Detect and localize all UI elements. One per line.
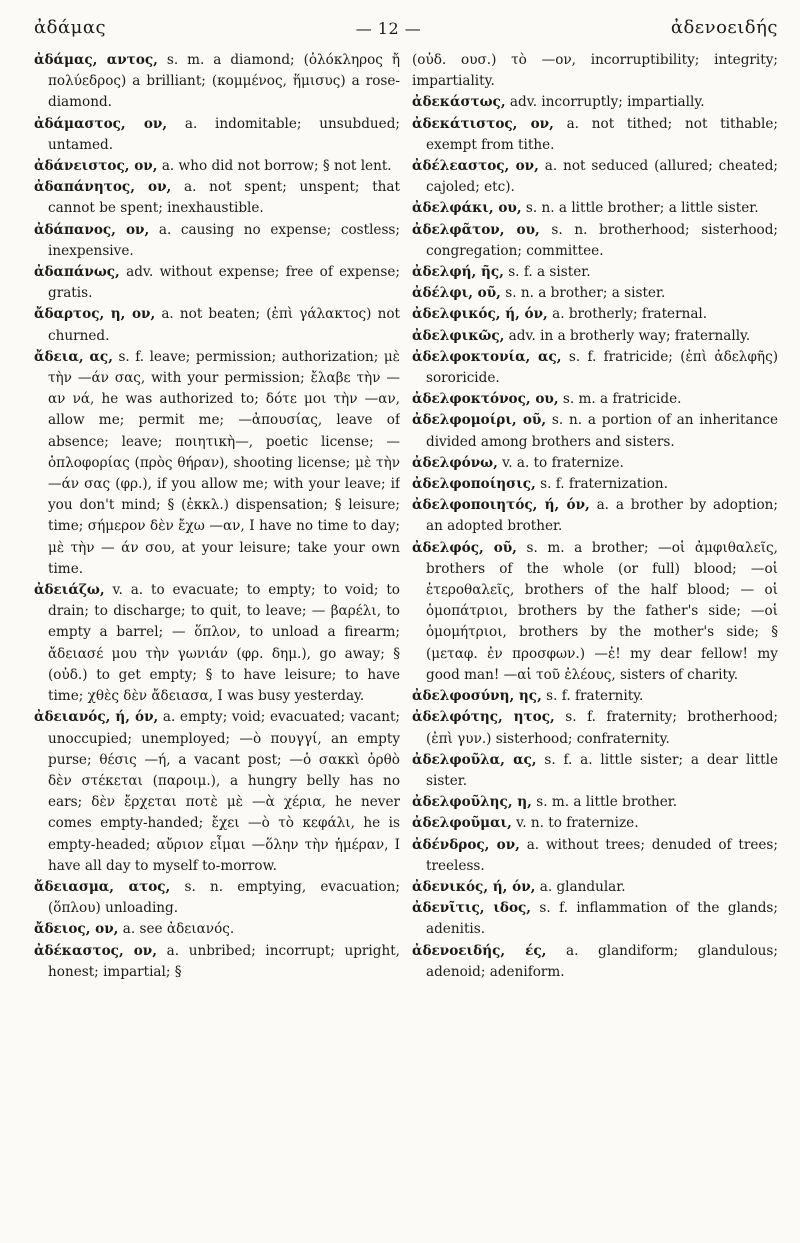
entry-headword: ἀδενοειδής, ές, bbox=[412, 942, 547, 959]
entry-headword: ἄδεια, ας, bbox=[34, 348, 113, 365]
entry-headword: ἀδαπάνητος, ον, bbox=[34, 179, 172, 196]
dictionary-entry bbox=[412, 410, 778, 452]
entry-definition: a. causing no expense; costless; inexpensive. bbox=[48, 221, 400, 259]
entry-headword: ἀδεκάτιστος, ον, bbox=[412, 115, 554, 132]
entry-definition: a. unbribed; incorrupt; upright, honest; impartial; § bbox=[48, 942, 400, 980]
dictionary-entry bbox=[412, 707, 778, 749]
dictionary-entry bbox=[412, 877, 778, 898]
entry-headword: ἀδελφοποίησις, bbox=[412, 476, 536, 493]
entry-definition: s. m. a brother; —οἱ ἀμφιθαλεῖς, brothers of the whole (or full) blood; —οἱ ἑτεροθαλεῖς, brothers of the half blood; — οἱ ὁμοπάτριοι, brothers by the father's side; —οἱ ὁμομήτριοι, brothers by the mother's side; § (μεταφ. ἐν προσφων.) —ἐ! my dear fellow! my good man! —αἱ τοῦ ἐλέους, sisters of charity. bbox=[426, 539, 778, 683]
header-left-guideword: ἀδάμας bbox=[34, 17, 107, 38]
entry-headword: ἄδειος, ον, bbox=[34, 921, 119, 938]
entry-definition: a. not beaten; (ἐπὶ γάλακτος) not churned. bbox=[48, 306, 400, 344]
entry-definition: s. n. brotherhood; sisterhood; congregation; committee. bbox=[426, 221, 778, 259]
entry-headword: ἀδελφοῦλα, ας, bbox=[412, 751, 537, 768]
dictionary-entry bbox=[412, 538, 778, 686]
entry-headword: ἀδέλεαστος, ον, bbox=[412, 158, 539, 175]
entry-headword: ἀδελφοκτόνος, ου, bbox=[412, 391, 559, 408]
entry-definition: s. f. a. little sister; a dear little sister. bbox=[426, 751, 778, 789]
entry-definition: s. f. fratricide; (ἐπὶ ἀδελφῆς) sororicide. bbox=[426, 348, 778, 387]
entry-headword: ἀδελφή, ῆς, bbox=[412, 264, 504, 281]
entry-headword: ἀδελφότης, ητος, bbox=[412, 709, 555, 726]
entry-definition: a. not seduced (allured; cheated; cajoled; etc). bbox=[426, 158, 778, 196]
entry-headword: ἀδελφάκι, ου, bbox=[412, 200, 522, 217]
dictionary-entry bbox=[34, 304, 400, 346]
entry-definition: s. n. emptying, evacuation; (ὅπλου) unloading. bbox=[48, 878, 400, 917]
entry-headword: ἄδειασμα, ατος, bbox=[34, 878, 171, 895]
entry-headword: ἄδαρτος, η, ον, bbox=[34, 306, 156, 323]
entry-definition: a. glandular. bbox=[539, 878, 626, 895]
dictionary-entry bbox=[412, 156, 778, 198]
entry-definition: a. not spent; unspent; that cannot be spent; inexhaustible. bbox=[48, 179, 400, 217]
entry-definition: v. a. to evacuate; to empty; to void; to drain; to discharge; to quit, to leave; — βαρέλι, to empty a barrel; — ὅπλον, to unload a firearm; ἄδειασέ μου τὴν γωνιάν (φρ. δημ.), go away; § (οὐδ.) to get empty; § to have leisure; to have time; χθὲς δὲν ἄδειασα, I was busy yesterday. bbox=[48, 582, 400, 705]
dictionary-entry bbox=[412, 220, 778, 262]
entry-definition: a. without trees; denuded of trees; treeless. bbox=[426, 836, 778, 874]
entry-definition: s. f. fraternization. bbox=[540, 476, 668, 493]
entry-headword: ἀδελφοῦμαι, bbox=[412, 815, 512, 832]
dictionary-entry bbox=[412, 304, 778, 325]
dictionary-entry bbox=[412, 813, 778, 834]
entry-headword: ἀδένδρος, ον, bbox=[412, 836, 520, 853]
dictionary-entry bbox=[412, 283, 778, 304]
entry-headword: ἀδελφοποιητός, ή, όν, bbox=[412, 497, 590, 514]
dictionary-entry bbox=[412, 750, 778, 792]
entry-definition: a. brotherly; fraternal. bbox=[552, 306, 708, 323]
dictionary-entry bbox=[412, 495, 778, 537]
dictionary-entry bbox=[412, 347, 778, 389]
dictionary-entry bbox=[34, 177, 400, 219]
dictionary-entry bbox=[412, 50, 778, 92]
entry-definition: a. glandiform; glandulous; adenoid; adeniform. bbox=[426, 942, 778, 980]
entry-headword: ἀδέλφι, οῦ, bbox=[412, 285, 501, 302]
entry-definition: s. n. a little brother; a little sister. bbox=[525, 200, 759, 217]
page-number: — 12 — bbox=[355, 19, 422, 38]
dictionary-entry bbox=[412, 792, 778, 813]
entry-headword: ἀδελφόνω, bbox=[412, 454, 498, 471]
entry-headword: ἀδειάζω, bbox=[34, 582, 105, 599]
entry-definition: a. a brother by adoption; an adopted brother. bbox=[426, 497, 778, 535]
header-right-guideword: ἀδενοειδής bbox=[670, 17, 778, 38]
entry-definition: a. who did not borrow; § not lent. bbox=[161, 158, 392, 175]
entry-definition: s. f. a sister. bbox=[508, 264, 591, 281]
entry-headword: ἀδάνειστος, ον, bbox=[34, 158, 158, 175]
left-column bbox=[34, 50, 400, 1233]
dictionary-entry bbox=[412, 941, 778, 983]
entry-definition: s. f. leave; permission; authorization; μὲ τὴν —άν σας, with your permission; ἔλαβε τὴν —αν νά, he was authorized to; δότε μοι τὴν —αν, allow me; permit me; —ἀπουσίας, leave of absence; leave; ποιητικὴ—, poetic license; — ὁπλοφορίας (πρὸς θήραν), shooting license; μὲ τὴν —άν σας (φρ.), if you allow me; with your leave; if you don't mind; § (ἐκκλ.) dispensation; § leisure; time; σήμερον δὲν ἔχω —αν, I have no time to day; μὲ τὴν — άν σου, at your leisure; take your own time. bbox=[48, 348, 400, 577]
entry-definition: s. m. a diamond; (ὁλόκληρος ἤ πολύεδρος) a brilliant; (κομμένος, ἥμισυς) a rose-diamond. bbox=[48, 52, 400, 111]
dictionary-entry bbox=[412, 92, 778, 113]
dictionary-entry bbox=[412, 326, 778, 347]
entry-definition: v. n. to fraternize. bbox=[516, 815, 639, 832]
dictionary-entry bbox=[34, 156, 400, 177]
entry-headword: ἀδάμαστος, ον, bbox=[34, 115, 168, 132]
entry-headword: ἀδενῖτις, ιδος, bbox=[412, 900, 532, 917]
dictionary-entry bbox=[412, 898, 778, 940]
entry-definition: s. f. fraternity. bbox=[546, 688, 644, 705]
dictionary-entry bbox=[34, 877, 400, 919]
entry-definition: s. f. inflammation of the glands; adenitis. bbox=[426, 900, 778, 938]
dictionary-entry bbox=[34, 347, 400, 580]
entry-headword: ἀδελφᾶτον, ου, bbox=[412, 221, 540, 238]
dictionary-entry bbox=[34, 580, 400, 707]
entry-headword: ἀδάπανος, ον, bbox=[34, 221, 150, 238]
entry-definition: s. m. a fratricide. bbox=[562, 391, 682, 408]
dictionary-entry bbox=[34, 114, 400, 156]
entry-definition: a. see ἀδειανός. bbox=[122, 921, 235, 938]
entry-definition: s. n. a portion of an inheritance divided among brothers and sisters. bbox=[426, 412, 778, 450]
entry-headword: ἀδενικός, ή, όν, bbox=[412, 878, 536, 895]
entry-headword: ἀδέκαστος, ον, bbox=[34, 942, 157, 959]
entry-definition: (οὐδ. ουσ.) τὸ —ον, incorruptibility; integrity; impartiality. bbox=[412, 52, 778, 90]
dictionary-entry bbox=[34, 941, 400, 983]
entry-columns bbox=[34, 50, 778, 1233]
entry-headword: ἀδελφομοίρι, οῦ, bbox=[412, 412, 547, 429]
dictionary-entry bbox=[34, 919, 400, 940]
dictionary-entry bbox=[412, 686, 778, 707]
entry-headword: ἀδελφοσύνη, ης, bbox=[412, 688, 542, 705]
dictionary-entry bbox=[412, 114, 778, 156]
dictionary-entry bbox=[34, 50, 400, 114]
dictionary-entry bbox=[34, 262, 400, 304]
entry-headword: ἀδαπάνως, bbox=[34, 264, 120, 281]
entry-headword: ἀδελφοῦλης, η, bbox=[412, 794, 532, 811]
entry-headword: ἀδελφικός, ή, όν, bbox=[412, 306, 548, 323]
entry-headword: ἀδειανός, ή, όν, bbox=[34, 709, 159, 726]
dictionary-entry bbox=[412, 835, 778, 877]
dictionary-entry bbox=[34, 220, 400, 262]
entry-definition: s. f. fraternity; brotherhood; (ἐπὶ γυν.) sisterhood; confraternity. bbox=[426, 709, 778, 747]
entry-definition: s. m. a little brother. bbox=[536, 794, 678, 811]
dictionary-entry bbox=[412, 262, 778, 283]
entry-headword: ἀδελφικῶς, bbox=[412, 327, 505, 344]
entry-definition: s. n. a brother; a sister. bbox=[505, 285, 666, 302]
entry-definition: a. not tithed; not tithable; exempt from tithe. bbox=[426, 115, 778, 153]
entry-definition: a. empty; void; evacuated; vacant; unoccupied; unemployed; —ὸ πουγγί, an empty purse; θέσις —ή, a vacant post; —ὁ σακκὶ ὀρθὸ δὲν στέκεται (παροιμ.), a hungry belly has no ears; δὲν ἔρχεται ποτὲ μὲ —ὰ χέρια, he never comes empty-handed; ἔχει —ὸ τὸ κεφάλι, he is empty-headed; αὔριον εἶμαι —ὅλην τὴν ἡμέραν, I have all day to myself to-morrow. bbox=[48, 709, 400, 874]
entry-definition: a. indomitable; unsubdued; untamed. bbox=[48, 115, 400, 153]
entry-definition: v. a. to fraternize. bbox=[502, 454, 624, 471]
dictionary-entry bbox=[412, 474, 778, 495]
entry-headword: ἀδελφός, οῦ, bbox=[412, 539, 517, 556]
dictionary-entry bbox=[412, 453, 778, 474]
entry-headword: ἀδεκάστως, bbox=[412, 94, 506, 111]
page-header bbox=[34, 8, 778, 38]
right-column bbox=[412, 50, 778, 1233]
entry-definition: adv. incorruptly; impartially. bbox=[509, 94, 705, 111]
entry-definition: adv. without expense; free of expense; gratis. bbox=[48, 264, 400, 302]
entry-definition: adv. in a brotherly way; fraternally. bbox=[508, 327, 751, 344]
entry-headword: ἀδελφοκτονία, ας, bbox=[412, 348, 562, 365]
dictionary-entry bbox=[34, 707, 400, 877]
dictionary-entry bbox=[412, 389, 778, 410]
dictionary-entry bbox=[412, 198, 778, 219]
entry-headword: ἀδάμας, αντος, bbox=[34, 52, 158, 68]
